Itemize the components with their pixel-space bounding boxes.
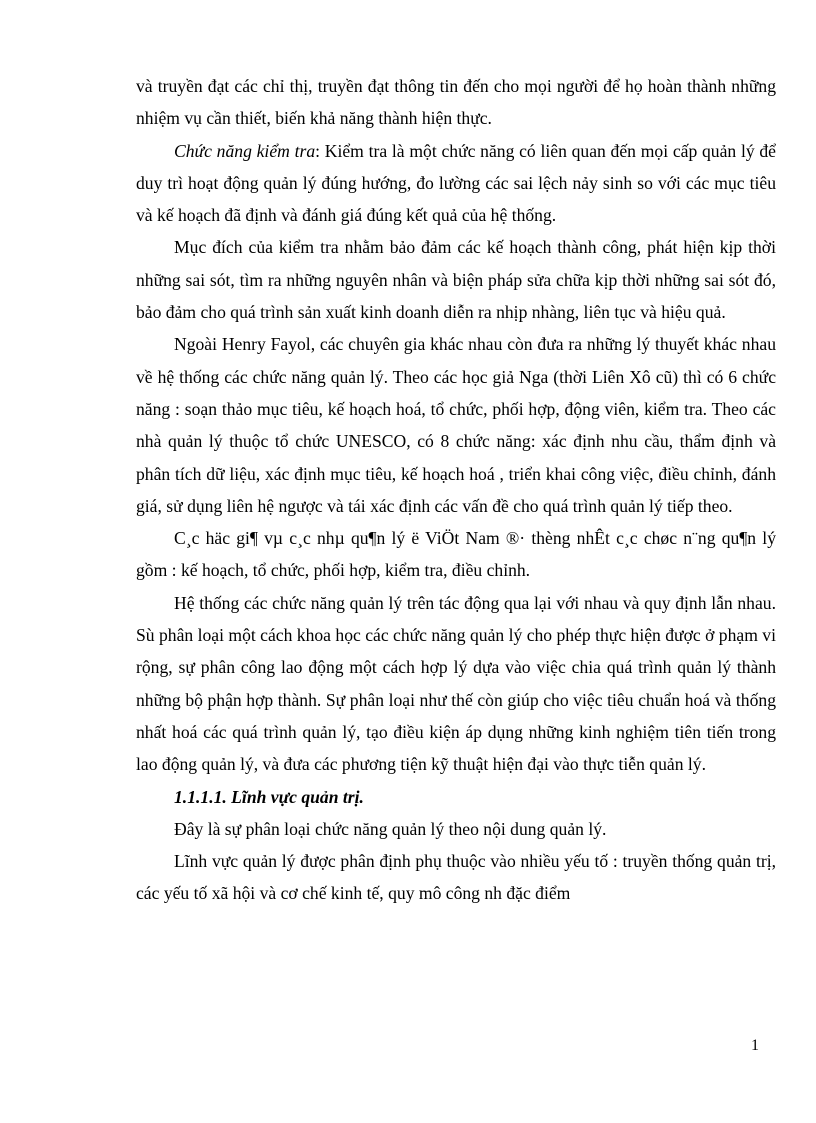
paragraph-2-text: : Kiểm tra là một chức năng có liên quan đến mọi cấp quản lý để duy trì hoạt động quản lý đúng hướng, đo lường các sai lệch nảy sinh so với các mục tiêu và kế hoạch đã định và đánh giá đúng kết quả của hệ thống. <box>136 140 776 226</box>
paragraph-1 <box>136 70 776 135</box>
section-heading: 1.1.1.1. Lĩnh vực quản trị. <box>174 786 364 807</box>
paragraph-4-text: Ngoài Henry Fayol, các chuyên gia khác nhau còn đưa ra những lý thuyết khác nhau về hệ thống các chức năng quản lý. Theo các học giả Nga (thời Liên Xô cũ) thì có 6 chức năng : soạn thảo mục tiêu, kế hoạch hoá, tổ chức, phối hợp, động viên, kiểm tra. Theo các nhà quản lý thuộc tổ chức UNESCO, có 8 chức năng: xác định nhu cầu, thẩm định và phân tích dữ liệu, xác định mục tiêu, kế hoạch hoá , triển khai công việc, điều chỉnh, đánh giá, sử dụng liên hệ ngược và tái xác định các vấn đề cho quá trình quản lý tiếp theo. <box>136 334 776 516</box>
paragraph-6 <box>136 587 776 781</box>
paragraph-2-lead: Chức năng kiểm tra <box>174 140 316 161</box>
paragraph-2 <box>136 135 776 232</box>
paragraph-5-text: C¸c häc gi¶ vµ c¸c nhµ qu¶n lý ë ViÖt Nam ®· thèng nhÊt c¸c chøc n¨ng qu¶n lý gồm : kế hoạch, tổ chức, phối hợp, kiểm tra, điều chỉnh. <box>136 528 776 581</box>
body-text <box>136 70 776 910</box>
paragraph-5 <box>136 522 776 587</box>
paragraph-3-text: Mục đích của kiểm tra nhằm bảo đảm các kế hoạch thành công, phát hiện kịp thời những sai sót, tìm ra những nguyên nhân và biện pháp sửa chữa kịp thời những sai sót đó, bảo đảm cho quá trình sản xuất kinh doanh diễn ra nhịp nhàng, liên tục và hiệu quả. <box>136 237 776 323</box>
paragraph-6-text: Hệ thống các chức năng quản lý trên tác động qua lại với nhau và quy định lẫn nhau. Sù phân loại một cách khoa học các chức năng quản lý cho phép thực hiện được ở phạm vi rộng, sự phân công lao động một cách hợp lý dựa vào việc chia quá trình quản lý thành những bộ phận hợp thành. Sự phân loại như thế còn giúp cho việc tiêu chuẩn hoá và thống nhất hoá các quá trình quản lý, tạo điều kiện áp dụng những kinh nghiệm tiên tiến trong lao động quản lý, và đưa các phương tiện kỹ thuật hiện đại vào thực tiễn quản lý. <box>136 592 776 775</box>
paragraph-4 <box>136 328 776 522</box>
page-number: 1 <box>751 1037 759 1054</box>
paragraph-1-text: và truyền đạt các chỉ thị, truyền đạt thông tin đến cho mọi người để họ hoàn thành những nhiệm vụ cần thiết, biến khả năng thành hiện thực. <box>136 76 776 129</box>
paragraph-8: Lĩnh vực quản lý được phân định phụ thuộc vào nhiều yếu tố : truyền thống quản trị, các yếu tố xã hội và cơ chế kinh tế, quy mô công nh đặc điểm <box>136 851 776 904</box>
paragraph-7: Đây là sự phân loại chức năng quản lý theo nội dung quản lý. <box>174 818 607 839</box>
paragraph-3 <box>136 231 776 328</box>
